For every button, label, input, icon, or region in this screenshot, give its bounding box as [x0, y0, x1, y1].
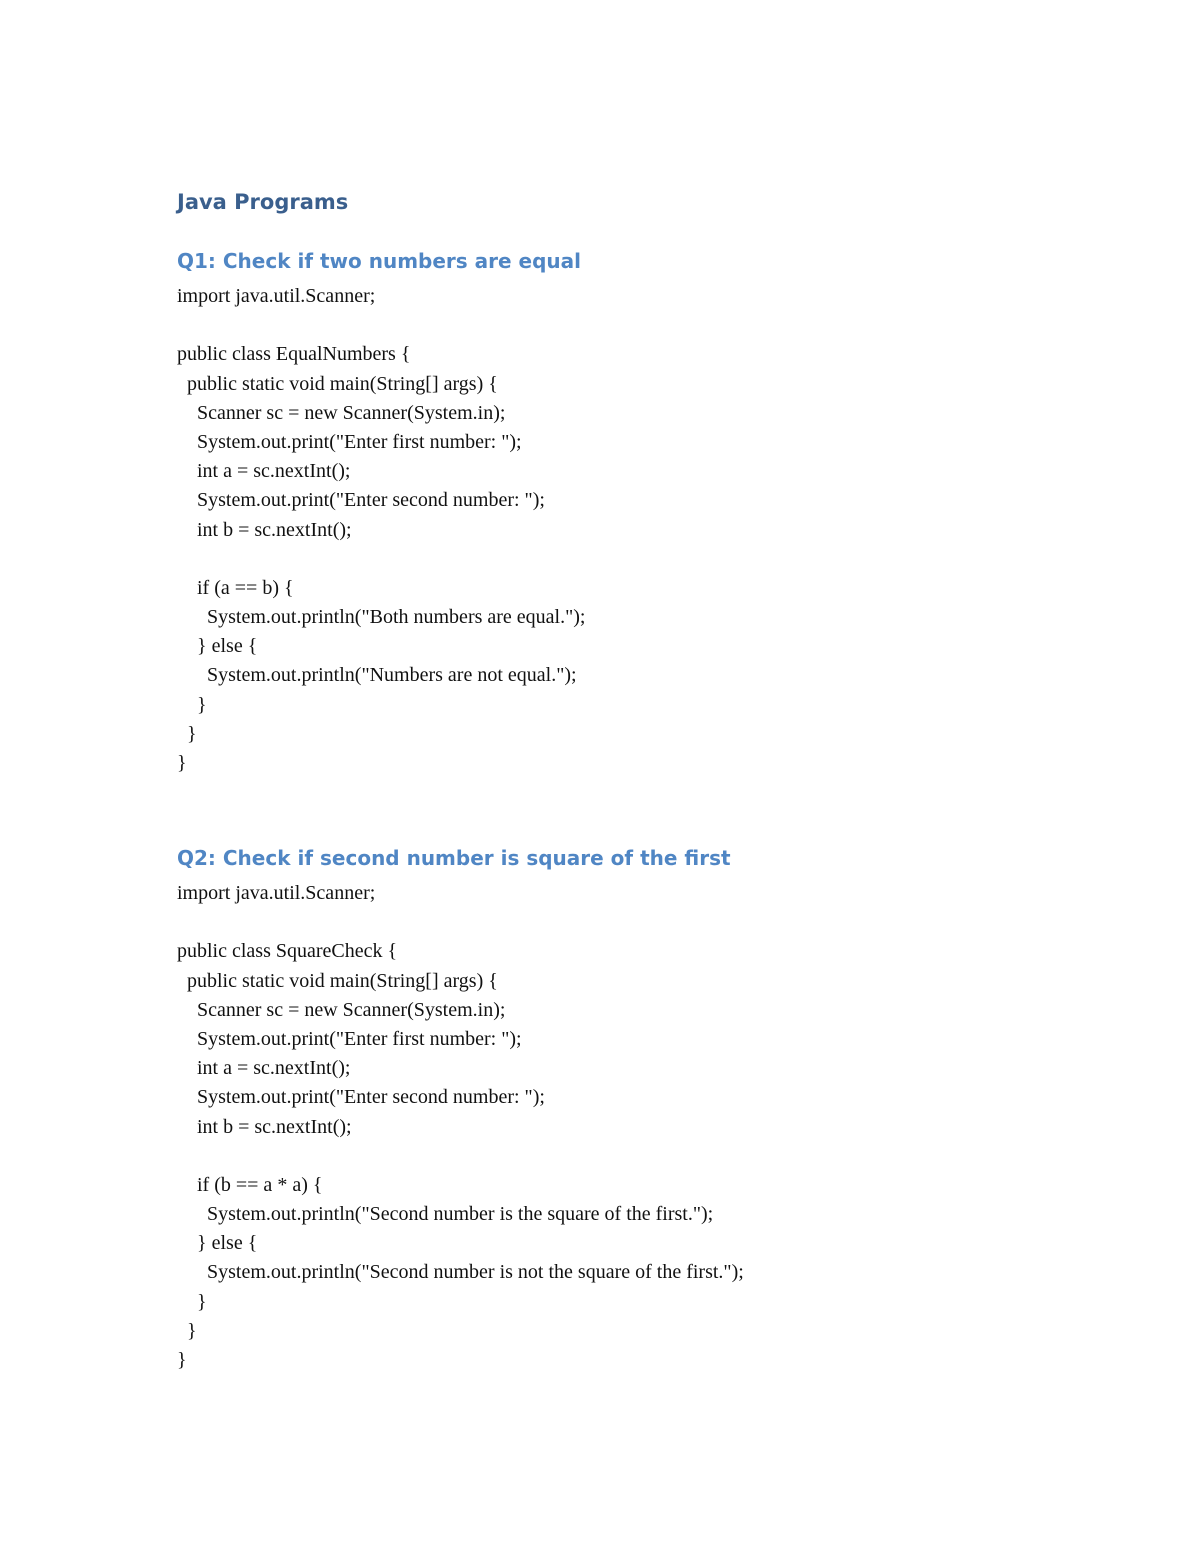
code-line: public class EqualNumbers {: [177, 343, 411, 366]
q2-code-block: [177, 879, 744, 1375]
q1-code-block: [177, 282, 586, 778]
code-line: Scanner sc = new Scanner(System.in);: [177, 998, 506, 1021]
code-line: [177, 545, 586, 574]
code-line: public static void main(String[] args) {: [177, 372, 498, 395]
code-line: int a = sc.nextInt();: [177, 1057, 351, 1080]
code-line: public class SquareCheck {: [177, 940, 398, 963]
code-line: } else {: [177, 635, 258, 658]
document-title: Java Programs: [177, 190, 349, 214]
code-line: }: [177, 693, 207, 716]
code-line: System.out.println("Second number is not the square of the first.");: [177, 1261, 744, 1284]
code-line: System.out.println("Second number is the square of the first.");: [177, 1203, 714, 1226]
code-line: }: [177, 1290, 207, 1313]
code-line: public static void main(String[] args) {: [177, 969, 498, 992]
code-line: import java.util.Scanner;: [177, 285, 376, 307]
code-line: }: [177, 1319, 197, 1342]
code-line: }: [177, 1349, 187, 1371]
code-line: Scanner sc = new Scanner(System.in);: [177, 401, 506, 424]
code-line: int b = sc.nextInt();: [177, 518, 352, 541]
code-line: [177, 908, 744, 937]
code-line: System.out.print("Enter second number: ");: [177, 1086, 545, 1109]
q2-heading: Q2: Check if second number is square of the first: [177, 846, 731, 870]
code-line: }: [177, 752, 187, 774]
code-line: }: [177, 722, 197, 745]
code-line: System.out.print("Enter second number: ");: [177, 489, 545, 512]
code-line: [177, 311, 586, 340]
code-line: int b = sc.nextInt();: [177, 1115, 352, 1138]
code-line: } else {: [177, 1232, 258, 1255]
code-line: import java.util.Scanner;: [177, 882, 376, 904]
code-line: [177, 1142, 744, 1171]
code-line: if (b == a * a) {: [177, 1173, 323, 1196]
code-line: System.out.println("Both numbers are equal.");: [177, 606, 586, 629]
code-line: System.out.print("Enter first number: ");: [177, 1027, 522, 1050]
q1-heading: Q1: Check if two numbers are equal: [177, 249, 582, 273]
code-line: System.out.print("Enter first number: ");: [177, 430, 522, 453]
code-line: System.out.println("Numbers are not equal.");: [177, 664, 577, 687]
code-line: int a = sc.nextInt();: [177, 460, 351, 483]
code-line: if (a == b) {: [177, 576, 294, 599]
